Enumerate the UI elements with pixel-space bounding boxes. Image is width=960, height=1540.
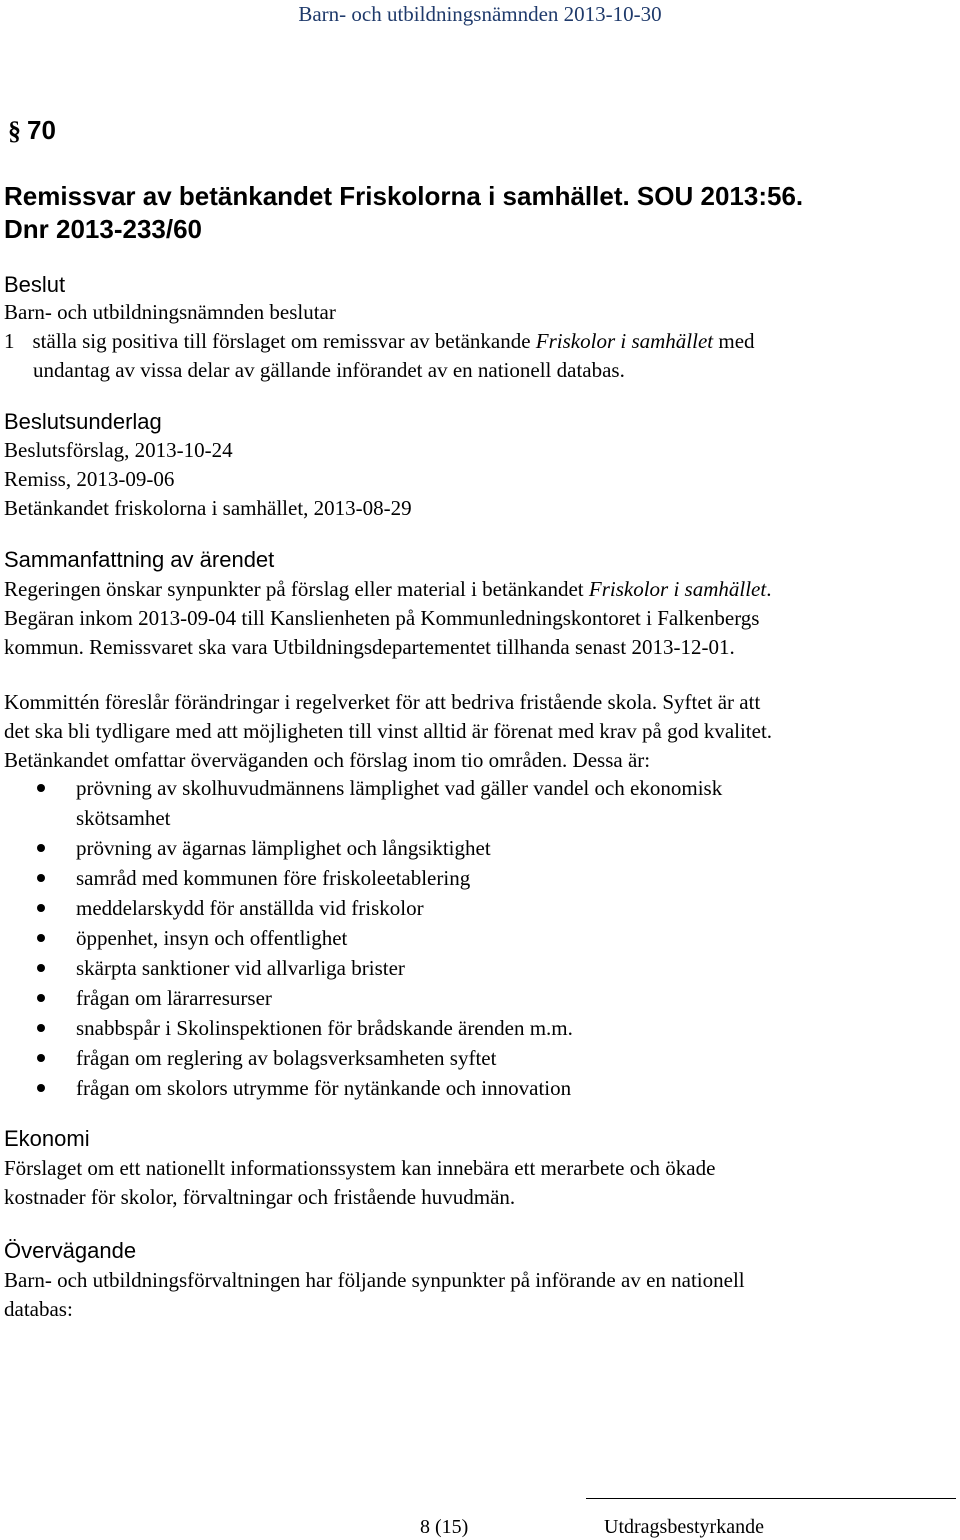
matter-title: Remissvar av betänkandet Friskolorna i samhället. SOU 2013:56. (4, 181, 804, 211)
list-item (4, 1013, 764, 1043)
underlag-item: Remiss, 2013-09-06 (4, 467, 175, 491)
list-item (4, 863, 764, 893)
list-item (4, 833, 764, 863)
list-item (4, 1043, 764, 1073)
bullet-icon (37, 1054, 45, 1062)
list-item-text: öppenhet, insyn och offentlighet (76, 926, 348, 950)
bullet-icon (37, 964, 45, 972)
list-item (4, 893, 764, 923)
list-item-text: prövning av ägarnas lämplighet och långsiktighet (76, 836, 491, 860)
list-item-text: frågan om skolors utrymme för nytänkande och innovation (76, 1076, 572, 1100)
sammanfattning-line: det ska bli tydligare med att möjligheten till vinst alltid är förenat med krav på god kvalitet. (4, 719, 773, 743)
list-item (4, 953, 764, 983)
bullet-icon (37, 934, 45, 942)
list-item-text: samråd med kommunen före friskoleetablering (76, 866, 471, 890)
beslut-item (4, 327, 755, 356)
list-item-text: skärpta sanktioner vid allvarliga brister (76, 956, 405, 980)
overvagande-line: databas: (4, 1297, 73, 1321)
overvagande-line: Barn- och utbildningsförvaltningen har följande synpunkter på införande av en nationell (4, 1268, 745, 1292)
beslut-item-number: 1 (4, 329, 15, 353)
bullet-icon (37, 1024, 45, 1032)
bullet-icon (37, 874, 45, 882)
ekonomi-line: Förslaget om ett nationellt informationssystem kan innebära ett merarbete och ökade (4, 1156, 716, 1180)
bullet-icon (37, 784, 45, 792)
sammanfattning-line: Betänkandet omfattar överväganden och förslag inom tio områden. Dessa är: (4, 748, 651, 772)
list-item-text: frågan om lärarresurser (76, 986, 272, 1010)
beslut-item-line2: undantag av vissa delar av gällande införandet av en nationell databas. (33, 358, 625, 382)
sammanfattning-text: Regeringen önskar synpunkter på förslag eller material i betänkandet (4, 577, 584, 601)
sammanfattning-italic: Friskolor i samhället (588, 577, 767, 601)
list-item-text: meddelarskydd för anställda vid friskolor (76, 896, 424, 920)
sammanfattning-period: . (766, 577, 772, 601)
sammanfattning-line: Kommittén föreslår förändringar i regelverket för att bedriva fristående skola. Syftet är att (4, 690, 761, 714)
underlag-item: Beslutsförslag, 2013-10-24 (4, 438, 233, 462)
section-number-value: 70 (27, 115, 56, 145)
list-item-text: snabbspår i Skolinspektionen för brådskande ärenden m.m. (76, 1016, 573, 1040)
list-item (4, 1073, 764, 1103)
list-item (4, 983, 764, 1013)
sammanfattning-line: Begäran inkom 2013-09-04 till Kanslienheten på Kommunledningskontoret i Falkenbergs (4, 606, 760, 630)
beslut-item-italic: Friskolor i samhället (535, 329, 714, 353)
list-item (4, 923, 764, 953)
beslut-heading: Beslut (4, 272, 66, 297)
signature-rule (586, 1498, 956, 1499)
running-header: Barn- och utbildningsnämnden 2013-10-30 (298, 2, 662, 26)
list-item-text: frågan om reglering av bolagsverksamheten syftet (76, 1046, 497, 1070)
bullet-icon (37, 904, 45, 912)
beslut-intro: Barn- och utbildningsnämnden beslutar (4, 300, 336, 324)
section-symbol: § (8, 116, 21, 145)
ekonomi-line: kostnader för skolor, förvaltningar och fristående huvudmän. (4, 1185, 516, 1209)
area-bullet-list (4, 773, 764, 1103)
beslut-item-post: med (718, 329, 755, 353)
sammanfattning-line (4, 575, 771, 604)
bullet-icon (37, 994, 45, 1002)
sammanfattning-line: kommun. Remissvaret ska vara Utbildningsdepartementet tillhanda senast 2013-12-01. (4, 635, 735, 659)
beslutsunderlag-heading: Beslutsunderlag (4, 409, 162, 434)
diary-number: Dnr 2013-233/60 (4, 214, 203, 244)
underlag-item: Betänkandet friskolorna i samhället, 2013-08-29 (4, 496, 412, 520)
sammanfattning-heading: Sammanfattning av ärendet (4, 547, 275, 572)
list-item-text: prövning av skolhuvudmännens lämplighet vad gäller vandel och ekonomisk skötsamhet (76, 776, 723, 830)
ekonomi-heading: Ekonomi (4, 1126, 90, 1151)
beslut-item-text: ställa sig positiva till förslaget om remissvar av betänkande (32, 329, 531, 353)
list-item (4, 773, 764, 833)
bullet-icon (37, 844, 45, 852)
overvagande-heading: Övervägande (4, 1238, 137, 1263)
section-number (8, 110, 56, 151)
bullet-icon (37, 1084, 45, 1092)
signature-label: Utdragsbestyrkande (604, 1516, 764, 1538)
page-number: 8 (15) (420, 1516, 469, 1538)
